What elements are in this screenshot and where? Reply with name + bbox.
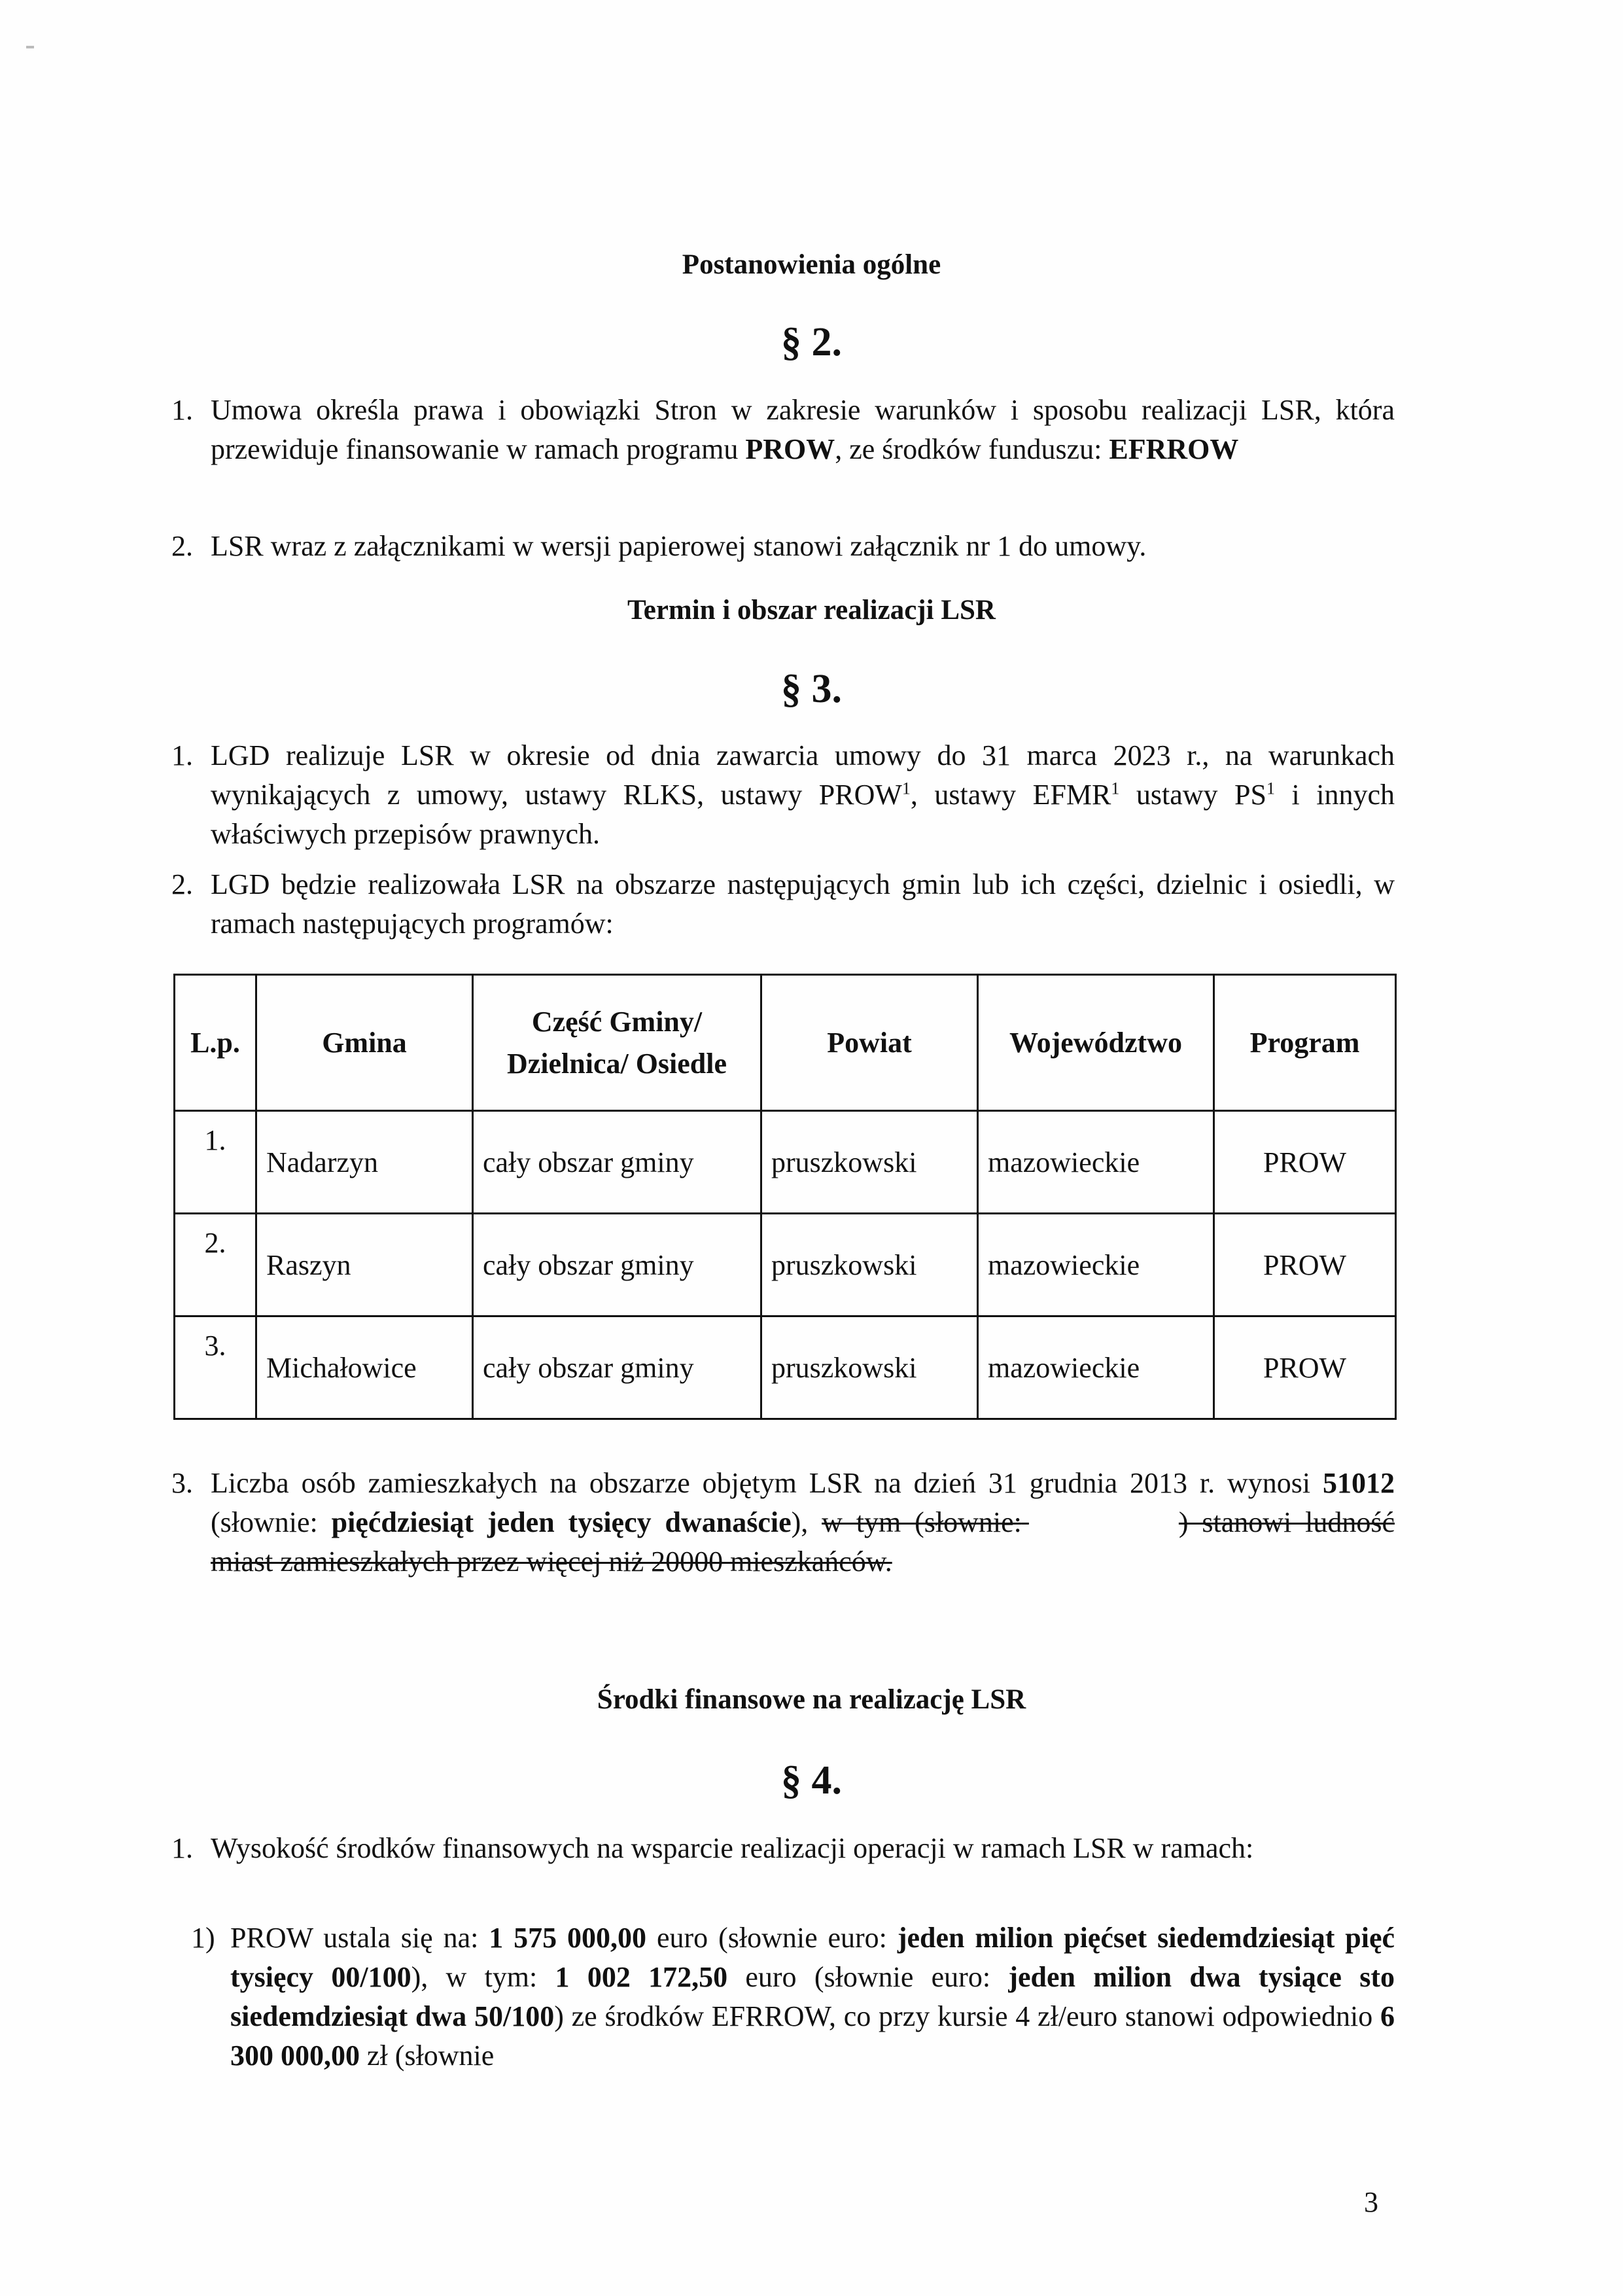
struck-text: w tym (słownie: xyxy=(822,1506,1022,1538)
cell-wojewodztwo: mazowieckie xyxy=(978,1214,1214,1316)
item-text: , ze środków funduszu: xyxy=(835,433,1109,465)
item-number: 2. xyxy=(171,530,193,562)
item-number: 2. xyxy=(171,868,193,900)
amount-total-euro: 1 575 000,00 xyxy=(489,1922,647,1954)
item-text: ustawy PS xyxy=(1119,779,1267,811)
item-body xyxy=(211,391,1395,469)
item-text: LSR wraz z załącznikami w wersji papierowej stanowi załącznik nr 1 do umowy. xyxy=(211,530,1147,562)
municipalities-table xyxy=(173,974,1397,1420)
item-body xyxy=(211,1464,1395,1581)
cell-lp: 2. xyxy=(175,1214,256,1316)
cell-program: PROW xyxy=(1214,1111,1396,1214)
table-header-row xyxy=(175,975,1396,1111)
item-text: , ustawy EFMR xyxy=(910,779,1111,811)
section-heading-general-provisions: Postanowienia ogólne xyxy=(682,249,941,280)
item-text: i innych właściwych przepisów prawnych. xyxy=(211,779,1395,850)
item-text: zł (słownie xyxy=(360,2040,495,2072)
cell-program: PROW xyxy=(1214,1214,1396,1316)
cell-powiat: pruszkowski xyxy=(761,1111,978,1214)
item-text: LGD będzie realizowała LSR na obszarze następujących gmin lub ich części, dzielnic i osiedli, w ramach następujących programów: xyxy=(211,868,1395,940)
population-in-words: pięćdziesiąt jeden tysięcy dwanaście xyxy=(331,1506,792,1538)
paragraph-3-item-3 xyxy=(171,1464,1395,1581)
section-heading-financial-resources: Środki finansowe na realizację LSR xyxy=(597,1684,1026,1715)
population-count: 51012 xyxy=(1323,1467,1395,1499)
cell-lp: 1. xyxy=(175,1111,256,1214)
footnote-marker: 1 xyxy=(1266,779,1276,798)
item-number: 1. xyxy=(171,1832,193,1864)
column-header-powiat: Powiat xyxy=(761,975,978,1111)
item-text: Wysokość środków finansowych na wsparcie realizacji operacji w ramach LSR w ramach: xyxy=(211,1832,1254,1864)
amount-efrrow-euro: 1 002 172,50 xyxy=(555,1961,728,1993)
blank-field xyxy=(1022,1503,1179,1542)
cell-gmina: Raszyn xyxy=(256,1214,473,1316)
footnote-marker: 1 xyxy=(1111,779,1120,798)
cell-czesc-gminy: cały obszar gminy xyxy=(473,1111,761,1214)
table-row xyxy=(175,1316,1396,1419)
item-bold-text: PROW xyxy=(745,433,835,465)
amount-pln: 6 300 000,00 xyxy=(230,2000,1395,2072)
column-header-gmina: Gmina xyxy=(256,975,473,1111)
item-text: Umowa określa prawa i obowiązki Stron w zakresie warunków i sposobu realizacji LSR, która przewiduje finansowanie w ramach programu xyxy=(211,394,1395,465)
cell-wojewodztwo: mazowieckie xyxy=(978,1316,1214,1419)
column-header-program: Program xyxy=(1214,975,1396,1111)
cell-powiat: pruszkowski xyxy=(761,1214,978,1316)
column-header-wojewodztwo: Województwo xyxy=(978,975,1214,1111)
item-text: LGD realizuje LSR w okresie od dnia zawarcia umowy do 31 marca 2023 r., na warunkach wynikających z umowy, ustawy RLKS, ustawy PROW xyxy=(211,739,1395,811)
paragraph-2-item-2 xyxy=(171,527,1395,566)
footnote-marker: 1 xyxy=(901,779,911,798)
item-text: PROW ustala się na: xyxy=(230,1922,489,1954)
section-heading-term-and-area: Termin i obszar realizacji LSR xyxy=(627,595,996,626)
item-number: 1. xyxy=(171,739,193,771)
cell-gmina: Michałowice xyxy=(256,1316,473,1419)
paragraph-sign-3: § 3. xyxy=(781,667,842,711)
cell-czesc-gminy: cały obszar gminy xyxy=(473,1316,761,1419)
cell-program: PROW xyxy=(1214,1316,1396,1419)
cell-wojewodztwo: mazowieckie xyxy=(978,1111,1214,1214)
table-row xyxy=(175,1214,1396,1316)
scan-artifact xyxy=(26,46,34,48)
item-text: ), xyxy=(791,1506,822,1538)
paragraph-4-item-1 xyxy=(171,1829,1395,1868)
cell-lp: 3. xyxy=(175,1316,256,1419)
paragraph-4-subitem-1 xyxy=(191,1918,1395,2075)
page-number: 3 xyxy=(1364,2186,1378,2218)
item-text: euro (słownie euro: xyxy=(727,1961,1009,1993)
amount-total-in-words: jeden milion pięćset siedemdziesiąt pięć tysięcy 00/100 xyxy=(230,1922,1395,1993)
paragraph-3-item-2 xyxy=(171,865,1395,944)
column-header-lp: L.p. xyxy=(175,975,256,1111)
paragraph-2-item-1 xyxy=(171,391,1395,469)
item-number: 1. xyxy=(171,394,193,426)
subitem-body xyxy=(230,1918,1395,2075)
cell-czesc-gminy: cały obszar gminy xyxy=(473,1214,761,1316)
paragraph-sign-2: § 2. xyxy=(781,320,842,364)
item-text: Liczba osób zamieszkałych na obszarze objętym LSR na dzień 31 grudnia 2013 r. wynosi xyxy=(211,1467,1323,1499)
table-row xyxy=(175,1111,1396,1214)
item-number: 3. xyxy=(171,1467,193,1499)
item-bold-text: EFRROW xyxy=(1109,433,1239,465)
column-header-czesc-gminy: Część Gminy/ Dzielnica/ Osiedle xyxy=(473,975,761,1111)
item-text: (słownie: xyxy=(211,1506,332,1538)
amount-efrrow-in-words: jeden milion dwa tysiące sto siedemdziesiąt dwa 50/100 xyxy=(230,1961,1395,2032)
item-text: ), w tym: xyxy=(411,1961,555,1993)
item-body xyxy=(211,736,1395,854)
subitem-number: 1) xyxy=(191,1922,215,1954)
cell-powiat: pruszkowski xyxy=(761,1316,978,1419)
item-text: euro (słownie euro: xyxy=(646,1922,898,1954)
struck-text: ) stanowi ludność miast zamieszkałych przez więcej niż 20000 mieszkańców. xyxy=(211,1506,1395,1578)
paragraph-3-item-1 xyxy=(171,736,1395,854)
item-text: ) ze środków EFRROW, co przy kursie 4 zł/euro stanowi odpowiednio xyxy=(554,2000,1380,2032)
paragraph-sign-4: § 4. xyxy=(781,1758,842,1803)
cell-gmina: Nadarzyn xyxy=(256,1111,473,1214)
